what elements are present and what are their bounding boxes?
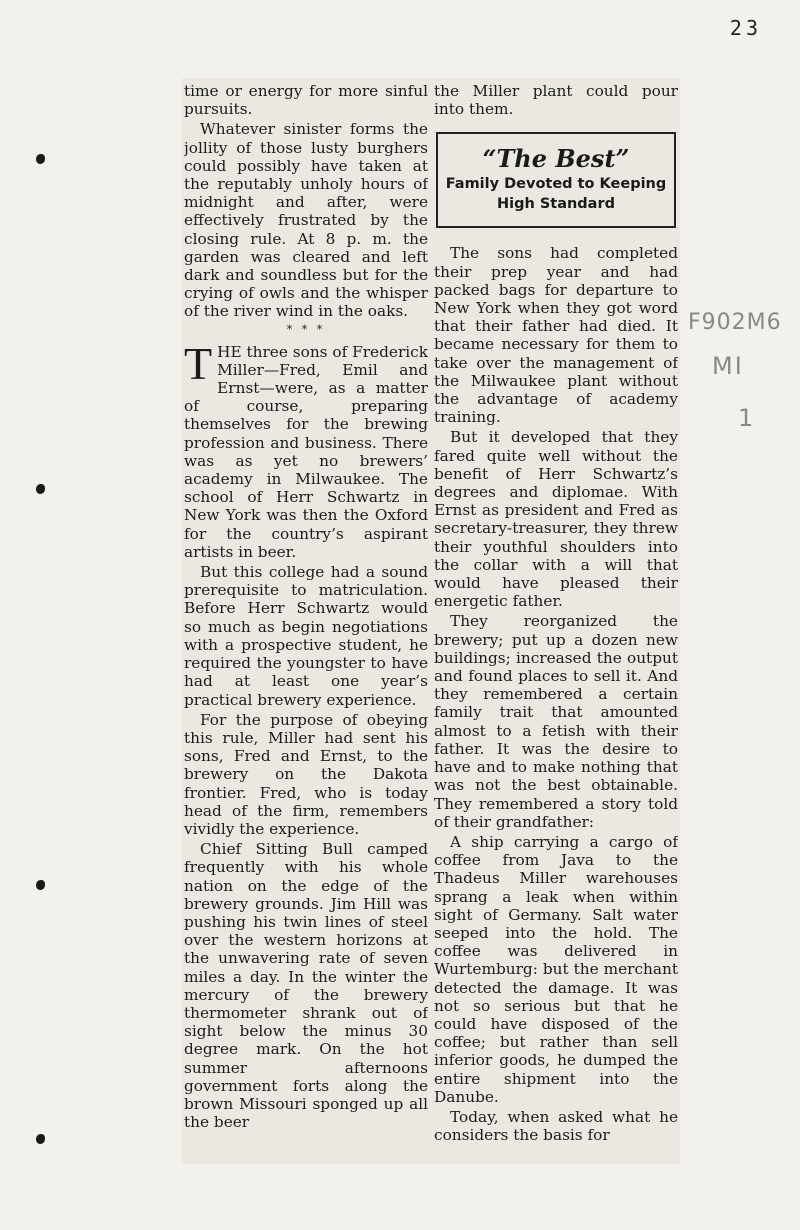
- paragraph-text: HE three sons of Frederick Miller—Fred, Emil and Ernst—were, as a matter of course, preparing themselves for the brewing profession and business. There was as yet no brewers’ academy in Milwaukee. The school of Herr Schwartz in New York was then the Oxford for the country’s aspirant artists in beer.: [184, 342, 428, 561]
- boxed-subheading: [436, 132, 676, 228]
- punch-hole-mark: [36, 1134, 45, 1144]
- article-paragraph: time or energy for more sinful pursuits.: [184, 82, 428, 119]
- article-paragraph: The sons had completed their prep year and had packed bags for departure to New York when they got word that their father had died. It became necessary for them to take over the management of the Milwaukee plant without the advantage of academy training.: [434, 244, 678, 427]
- punch-hole-mark: [36, 484, 45, 494]
- punch-hole-mark: [36, 880, 45, 890]
- margin-note-state: MI: [712, 352, 744, 380]
- article-paragraph: But it developed that they fared quite well without the benefit of Herr Schwartz’s degrees and diplomae. With Ernst as president and Fred as secretary-treasurer, they threw their youthful shoulders into the collar with a will that would have pleased their energetic father.: [434, 428, 678, 611]
- article-paragraph-dropcap: [184, 337, 428, 561]
- article-paragraph: Whatever sinister forms the jollity of those lusty burghers could possibly have taken at the reputably unholy hours of midnight and after, were effectively frustrated by the closing rule. At 8 p. m. the garden was cleared and left dark and soundless but for the crying of owls and the whisper of the river wind in the oaks.: [184, 120, 428, 321]
- article-right-column: [434, 82, 678, 1146]
- article-left-column: [184, 82, 428, 1133]
- article-paragraph: A ship carrying a cargo of coffee from Java to the Thadeus Miller warehouses sprang a leak when within sight of Germany. Salt water seeped into the hold. The coffee was delivered in Wurtemburg: but the merchant detected the damage. It was not so serious but that he could have disposed of the coffee; but rather than sell inferior goods, he dumped the entire shipment into the Danube.: [434, 832, 678, 1106]
- newspaper-clipping: [182, 78, 680, 1164]
- drop-cap-letter: T: [184, 337, 213, 389]
- article-paragraph: They reorganized the brewery; put up a dozen new buildings; increased the output and found places to sell it. And they remembered a certain family trait that amounted almost to a fetish with their father. It was the desire to have and to make nothing that was not the best obtainable. They remembered a story told of their grandfather:: [434, 612, 678, 831]
- article-paragraph: For the purpose of obeying this rule, Miller had sent his sons, Fred and Ernst, to the brewery on the Dakota frontier. Fred, who is today head of the firm, remembers vividly the experience.: [184, 710, 428, 838]
- subheading-title: “The Best”: [482, 144, 630, 174]
- page-number: 23: [729, 16, 762, 40]
- article-paragraph: But this college had a sound prerequisite to matriculation. Before Herr Schwartz would so much as begin negotiations with a prospective student, he required the youngster to have had at least one year’s practical brewery experience.: [184, 563, 428, 709]
- section-separator: * * *: [286, 322, 326, 336]
- article-paragraph: Chief Sitting Bull camped frequently with his whole nation on the edge of the brewery grounds. Jim Hill was pushing his twin lines of steel over the western horizons at the unwavering rate of seven miles a day. In the winter the mercury of the brewery thermometer shrank out of sight below the minus 30 degree mark. On the hot summer afternoons government forts along the brown Missouri sponged up all the beer: [184, 840, 428, 1132]
- article-paragraph: the Miller plant could pour into them.: [434, 82, 678, 119]
- subheading-subtitle: Family Devoted to Keeping High Standard: [445, 176, 667, 213]
- margin-note-catalog: F902M6: [688, 310, 782, 335]
- margin-note-count: 1: [738, 404, 754, 432]
- article-paragraph: Today, when asked what he considers the basis for: [434, 1107, 678, 1145]
- punch-hole-mark: [36, 154, 45, 164]
